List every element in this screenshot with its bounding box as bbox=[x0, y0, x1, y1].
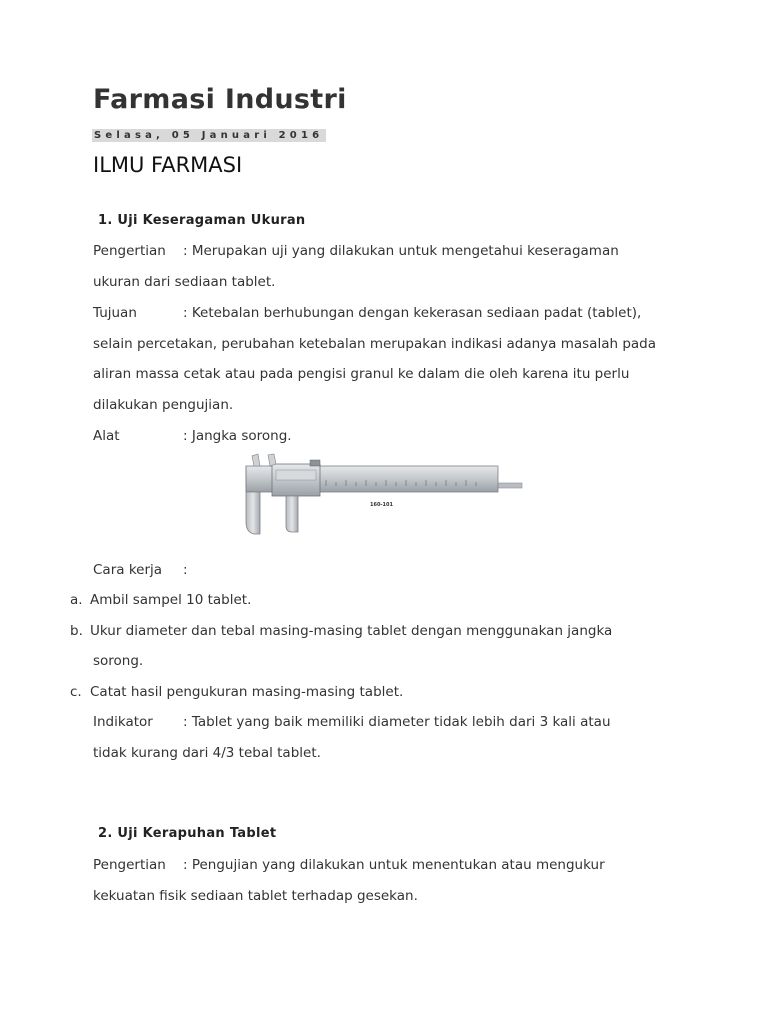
pengertian-2-label: Pengertian bbox=[93, 857, 166, 873]
alat-row bbox=[93, 428, 292, 444]
pengertian-2-text: : Pengujian yang dilakukan untuk menentukan atau mengukur bbox=[183, 857, 605, 873]
step-b-marker: b. bbox=[70, 623, 83, 639]
step-b-text-cont: sorong. bbox=[93, 653, 144, 669]
step-b-text: Ukur diameter dan tebal masing-masing tablet dengan menggunakan jangka bbox=[90, 623, 613, 639]
pengertian-2-text-cont: kekuatan fisik sediaan tablet terhadap gesekan. bbox=[93, 888, 418, 904]
indikator-label: Indikator bbox=[93, 714, 153, 730]
pengertian-1-label: Pengertian bbox=[93, 243, 166, 259]
pengertian-2-row bbox=[93, 857, 605, 873]
cara-kerja-label: Cara kerja bbox=[93, 562, 163, 578]
indikator-text-cont: tidak kurang dari 4/3 tebal tablet. bbox=[93, 745, 321, 761]
caliper-model-label: 160-101 bbox=[370, 502, 393, 508]
post-date: Selasa, 05 Januari 2016 bbox=[92, 129, 326, 142]
tujuan-label: Tujuan bbox=[93, 305, 137, 321]
alat-value: : Jangka sorong. bbox=[183, 428, 292, 444]
pengertian-1-text: : Merupakan uji yang dilakukan untuk mengetahui keseragaman bbox=[183, 243, 619, 259]
section-1-title: 1. Uji Keseragaman Ukuran bbox=[98, 213, 306, 228]
step-c bbox=[70, 684, 403, 700]
step-a bbox=[70, 592, 251, 608]
caliper-illustration bbox=[236, 452, 526, 536]
step-c-text: Catat hasil pengukuran masing-masing tablet. bbox=[90, 684, 404, 700]
pengertian-1-row bbox=[93, 243, 619, 259]
blog-title[interactable]: Farmasi Industri bbox=[93, 84, 347, 115]
caliper-image bbox=[236, 452, 526, 540]
step-a-marker: a. bbox=[70, 592, 83, 608]
pengertian-1-text-cont: ukuran dari sediaan tablet. bbox=[93, 274, 276, 290]
step-a-text: Ambil sampel 10 tablet. bbox=[90, 592, 252, 608]
tujuan-row bbox=[93, 305, 641, 321]
cara-kerja-row bbox=[93, 562, 188, 578]
tujuan-text: : Ketebalan berhubungan dengan kekerasan sediaan padat (tablet), bbox=[183, 305, 642, 321]
step-b bbox=[70, 623, 612, 639]
section-2-title: 2. Uji Kerapuhan Tablet bbox=[98, 826, 277, 841]
alat-label: Alat bbox=[93, 428, 120, 444]
step-c-marker: c. bbox=[70, 684, 82, 700]
post-heading[interactable]: ILMU FARMASI bbox=[93, 153, 243, 177]
indikator-row bbox=[93, 714, 611, 730]
tujuan-text-3: aliran massa cetak atau pada pengisi granul ke dalam die oleh karena itu perlu bbox=[93, 366, 630, 382]
cara-kerja-colon: : bbox=[183, 562, 188, 578]
indikator-text: : Tablet yang baik memiliki diameter tidak lebih dari 3 kali atau bbox=[183, 714, 611, 730]
tujuan-text-2: selain percetakan, perubahan ketebalan merupakan indikasi adanya masalah pada bbox=[93, 336, 656, 352]
tujuan-text-4: dilakukan pengujian. bbox=[93, 397, 234, 413]
